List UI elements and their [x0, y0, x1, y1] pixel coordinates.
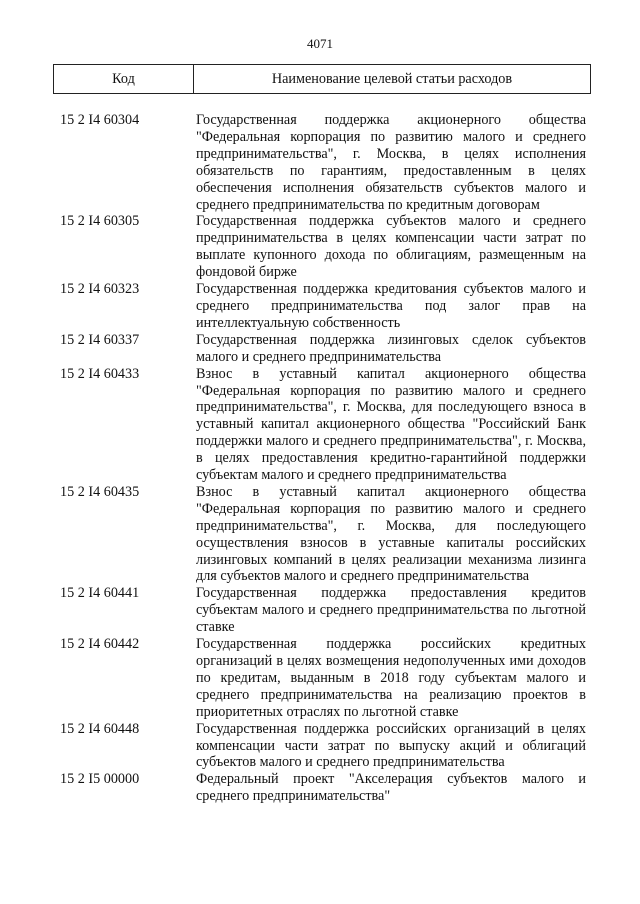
row-name: Государственная поддержка лизинговых сделок субъектов малого и среднего предпринимательства	[196, 331, 586, 365]
table-row	[60, 771, 586, 805]
row-name: Государственная поддержка российских кредитных организаций в целях возмещения недополученных ими доходов по кредитам, выданным в 2018 году субъектам малого и среднего предпринимательства на реализацию проектов в приоритетных отраслях по льготной ставке	[196, 636, 586, 720]
table-row	[60, 585, 586, 636]
row-name: Взнос в уставный капитал акционерного общества "Федеральная корпорация по развитию малого и среднего предпринимательства", г. Москва, для последующего взноса в уставный капитал акционерного общества "Российский Банк поддержки малого и среднего предпринимательства", г. Москва, в целях предоставления кредитно-гарантийной поддержки субъектам малого и среднего предпринимательства	[196, 365, 586, 484]
row-name: Взнос в уставный капитал акционерного общества "Федеральная корпорация по развитию малого и среднего предпринимательства", г. Москва, для последующего осуществления взносов в уставные капиталы российских лизинговых компаний в целях реализации механизма лизинга для субъектов малого и среднего предпринимательства	[196, 483, 586, 585]
table-row	[60, 213, 586, 281]
table-row	[60, 636, 586, 721]
table-body	[60, 112, 586, 805]
row-code: 15 2 I4 60304	[60, 112, 140, 128]
row-name: Федеральный проект "Акселерация субъектов малого и среднего предпринимательства"	[196, 771, 586, 805]
table-row	[60, 332, 586, 366]
header-name: Наименование целевой статьи расходов	[271, 70, 513, 87]
row-name: Государственная поддержка субъектов малого и среднего предпринимательства в целях компенсации части затрат по выплате купонного дохода по облигациям, размещенным на фондовой бирже	[196, 213, 586, 281]
table-header	[53, 64, 591, 94]
row-code: 15 2 I4 60305	[60, 213, 140, 230]
row-code: 15 2 I4 60442	[60, 636, 140, 653]
row-name: Государственная поддержка российских организаций в целях компенсации части затрат по выпуску акций и облигаций субъектов малого и среднего предпринимательства	[196, 720, 586, 771]
table-row	[60, 112, 586, 213]
row-code: 15 2 I4 60435	[60, 483, 140, 500]
table-row	[60, 281, 586, 332]
row-code: 15 2 I4 60323	[60, 281, 140, 298]
page-number: 4071	[307, 36, 333, 51]
row-code: 15 2 I5 00000	[60, 771, 140, 788]
row-name: Государственная поддержка предоставления кредитов субъектам малого и среднего предпринимательства по льготной ставке	[196, 585, 586, 636]
row-name: Государственная поддержка кредитования субъектов малого и среднего предпринимательства под залог прав на интеллектуальную собственность	[196, 281, 586, 331]
row-code: 15 2 I4 60433	[60, 365, 140, 382]
header-code: Код	[54, 65, 194, 93]
row-code: 15 2 I4 60441	[60, 585, 140, 602]
table-row	[60, 484, 586, 585]
table-row	[60, 721, 586, 772]
table-row	[60, 366, 586, 484]
row-code: 15 2 I4 60337	[60, 331, 140, 348]
row-code: 15 2 I4 60448	[60, 720, 140, 737]
row-name: Государственная поддержка акционерного общества "Федеральная корпорация по развитию малого и среднего предпринимательства", г. Москва, в целях исполнения обязательств по гарантиям, предоставленным в целях обеспечения исполнения обязательств субъектов малого и среднего предпринимательства по кредитным договорам	[196, 112, 586, 213]
